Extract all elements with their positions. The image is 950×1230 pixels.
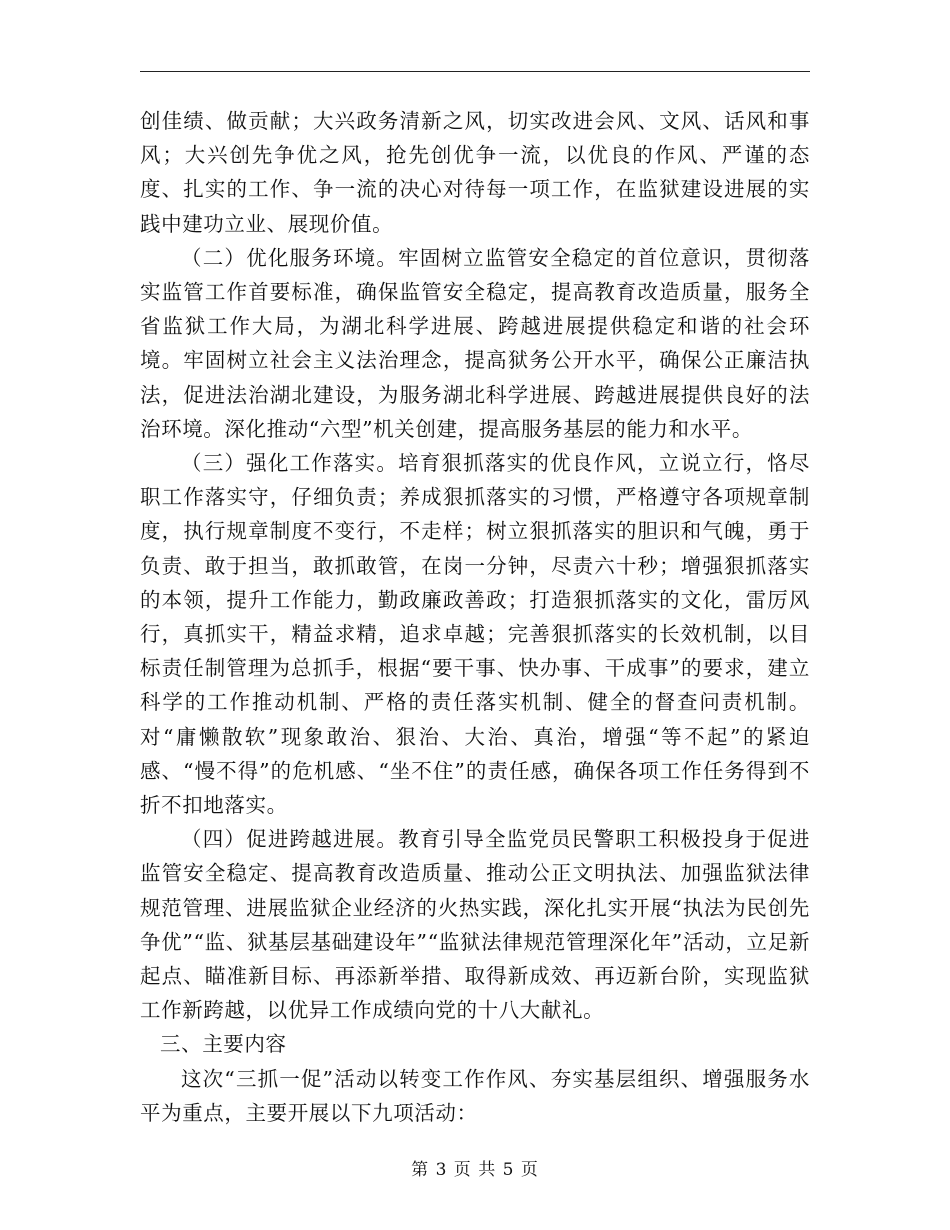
paragraph-main-content: 这次“三抓一促”活动以转变工作作风、夯实基层组织、增强服务水平为重点，主要开展以下九项活动：: [140, 1066, 810, 1125]
paragraph-section-2: （二）优化服务环境。牢固树立监管安全稳定的首位意识，贯彻落实监管工作首要标准，确保监管安全稳定，提高教育改造质量，服务全省监狱工作大局，为湖北科学进展、跨越进展提供稳定和谐的社会环境。牢固树立社会主义法治理念，提高狱务公开水平，确保公正廉洁执法，促进法治湖北建设，为服务湖北科学进展、跨越进展提供良好的法治环境。深化推动“六型”机关创建，提高服务基层的能力和水平。: [140, 245, 810, 441]
section-heading-main-content: 三、主要内容: [160, 1032, 287, 1057]
document-body: [140, 104, 810, 1130]
page-number: 第 3 页 共 5 页: [411, 1160, 539, 1180]
paragraph-section-3: （三）强化工作落实。培育狠抓落实的优良作风，立说立行，恪尽职工作落实守，仔细负责；养成狠抓落实的习惯，严格遵守各项规章制度，执行规章制度不变行，不走样；树立狠抓落实的胆识和气魄，勇于负责、敢于担当，敢抓敢管，在岗一分钟，尽责六十秒；增强狠抓落实的本领，提升工作能力，勤政廉政善政；打造狠抓落实的文化，雷厉风行，真抓实干，精益求精，追求卓越；完善狠抓落实的长效机制，以目标责任制管理为总抓手，根据“要干事、快办事、干成事”的要求，建立科学的工作推动机制、严格的责任落实机制、健全的督查问责机制。对“庸懒散软”现象敢治、狠治、大治、真治，增强“等不起”的紧迫感、“慢不得”的危机感、“坐不住”的责任感，确保各项工作任务得到不折不扣地落实。: [140, 451, 810, 818]
paragraph-continuation: 创佳绩、做贡献；大兴政务清新之风，切实改进会风、文风、话风和事风；大兴创先争优之风，抢先创优争一流，以优良的作风、严谨的态度、扎实的工作、争一流的决心对待每一项工作，在监狱建设进展的实践中建功立业、展现价值。: [140, 109, 810, 236]
header-rule: [140, 71, 810, 72]
paragraph-section-4: （四）促进跨越进展。教育引导全监党员民警职工积极投身于促进监管安全稳定、提高教育改造质量、推动公正文明执法、加强监狱法律规范管理、进展监狱企业经济的火热实践，深化扎实开展“执法为民创先争优”“监、狱基层基础建设年”“监狱法律规范管理深化年”活动，立足新起点、瞄准新目标、再添新举措、取得新成效、再迈新台阶，实现监狱工作新跨越，以优异工作成绩向党的十八大献礼。: [140, 827, 810, 1023]
